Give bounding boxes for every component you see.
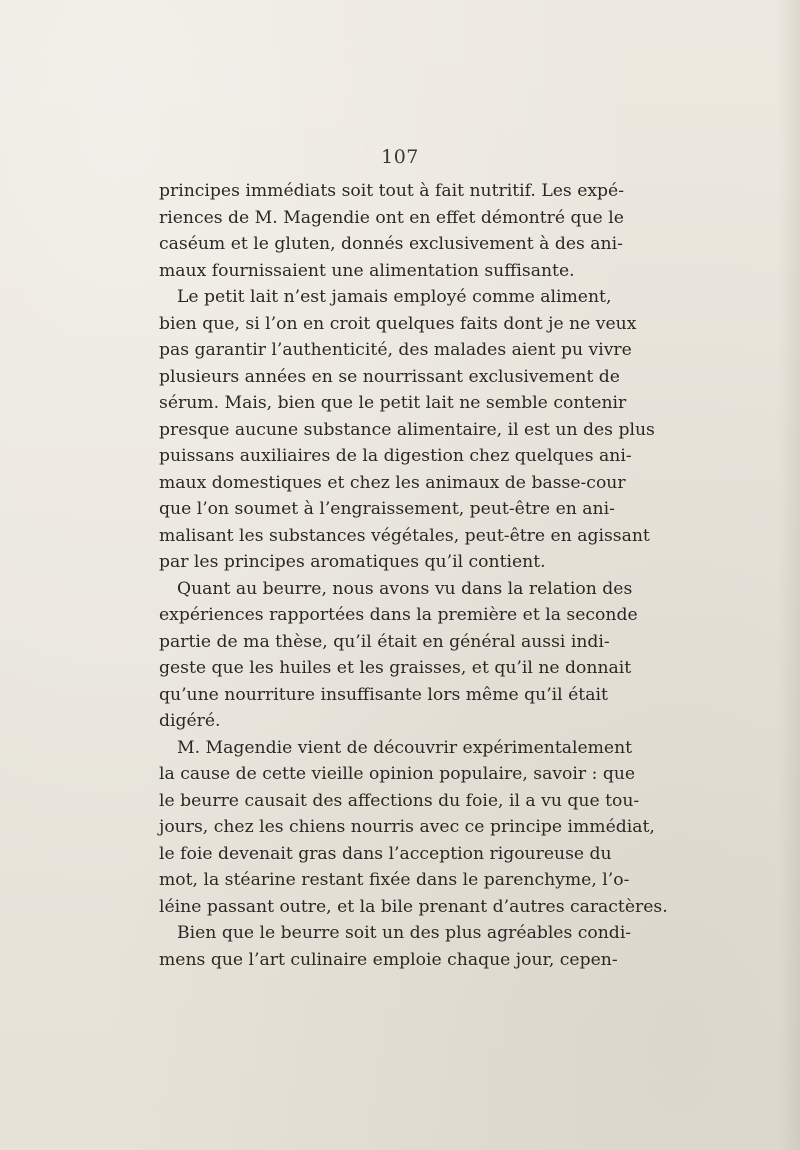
text-line: Le petit lait n’est jamais employé comme aliment, (177, 287, 612, 307)
text-line: M. Magendie vient de découvrir expérimentalement (177, 737, 633, 758)
text-line: malisant les substances végétales, peut-être en agissant (159, 525, 650, 546)
text-line: léine passant outre, et la bile prenant d’autres caractères. (159, 896, 668, 917)
text-line: mot, la stéarine restant fixée dans le parenchyme, l’o- (159, 870, 630, 890)
page-edge-shadow (778, 0, 800, 1150)
page-number: 107 (381, 146, 419, 168)
text-line: bien que, si l’on en croit quelques faits dont je ne veux (159, 313, 637, 334)
text-line: plusieurs années en se nourrissant exclusivement de (159, 366, 620, 387)
text-line: le beurre causait des affections du foie, il a vu que tou- (159, 790, 640, 811)
text-line: maux domestiques et chez les animaux de basse-cour (159, 472, 626, 493)
text-line: jours, chez les chiens nourris avec ce principe immédiat, (159, 817, 655, 837)
text-line: geste que les huiles et les graisses, et qu’il ne donnait (159, 658, 632, 678)
text-line: digéré. (159, 711, 221, 731)
text-line: le foie devenait gras dans l’acception rigoureuse du (159, 843, 612, 864)
text-line: pas garantir l’authenticité, des malades aient pu vivre (159, 340, 632, 360)
text-line: presque aucune substance alimentaire, il est un des plus (159, 419, 655, 440)
text-line: puissans auxiliaires de la digestion chez quelques ani- (159, 446, 632, 466)
text-line: principes immédiats soit tout à fait nutritif. Les expé- (159, 181, 625, 201)
text-line: la cause de cette vieille opinion populaire, savoir : que (159, 764, 636, 784)
text-line: qu’une nourriture insuffisante lors même qu’il était (159, 684, 608, 705)
text-line: maux fournissaient une alimentation suffisante. (159, 260, 575, 281)
text-line: Quant au beurre, nous avons vu dans la relation des (177, 578, 633, 599)
text-line: caséum et le gluten, donnés exclusivement à des ani- (159, 234, 623, 254)
text-line: mens que l’art culinaire emploie chaque jour, cepen- (159, 949, 618, 970)
body-text (159, 178, 668, 973)
text-line: expériences rapportées dans la première et la seconde (159, 605, 638, 625)
text-line: que l’on soumet à l’engraissement, peut-être en ani- (159, 499, 615, 519)
text-line: riences de M. Magendie ont en effet démontré que le (159, 207, 624, 228)
text-line: Bien que le beurre soit un des plus agréables condi- (177, 923, 632, 943)
text-line: sérum. Mais, bien que le petit lait ne semble contenir (159, 393, 627, 413)
text-line: partie de ma thèse, qu’il était en général aussi indi- (159, 631, 610, 652)
text-line: par les principes aromatiques qu’il contient. (159, 552, 546, 572)
